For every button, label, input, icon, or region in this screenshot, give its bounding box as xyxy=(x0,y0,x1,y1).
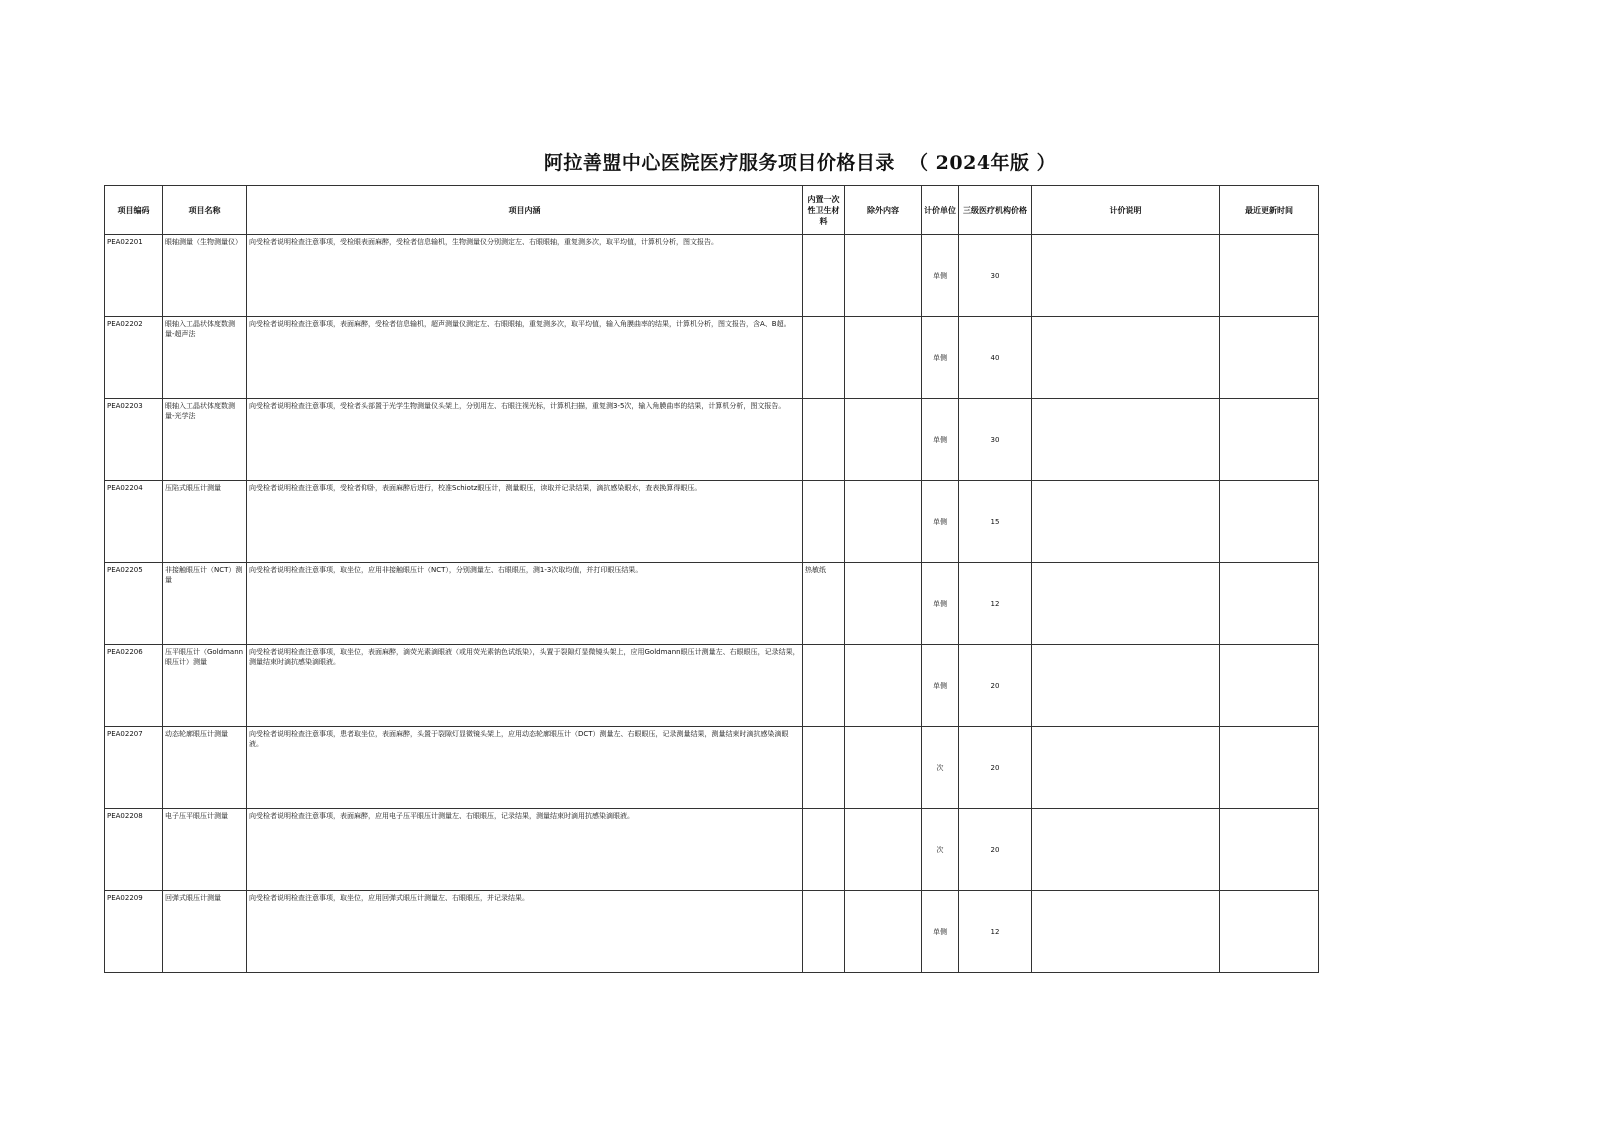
cell-name: 眼轴测量（生物测量仪） xyxy=(163,235,247,317)
cell-material xyxy=(803,399,845,481)
cell-price: 40 xyxy=(959,317,1032,399)
cell-content: 向受检者说明检查注意事项，受检者仰卧，表面麻醉后进行，校准Schiotz眼压计，测量眼压，读取并记录结果，滴抗感染眼水，查表换算得眼压。 xyxy=(247,481,803,563)
cell-note xyxy=(1032,645,1220,727)
cell-updated xyxy=(1220,481,1319,563)
cell-name: 眼轴入工晶状体度数测量-光学法 xyxy=(163,399,247,481)
cell-unit: 次 xyxy=(922,809,959,891)
cell-code: PEA02204 xyxy=(105,481,163,563)
cell-excluded xyxy=(845,399,922,481)
table-row xyxy=(105,481,1319,563)
cell-content: 向受检者说明检查注意事项，表面麻醉，受检者信息输机，超声测量仪测定左、右眼眼轴，重复测多次，取平均值，输入角膜曲率的结果，计算机分析，图文报告，含A、B超。 xyxy=(247,317,803,399)
cell-note xyxy=(1032,235,1220,317)
cell-note xyxy=(1032,317,1220,399)
table-row xyxy=(105,891,1319,973)
cell-name: 动态轮廓眼压计测量 xyxy=(163,727,247,809)
cell-code: PEA02201 xyxy=(105,235,163,317)
header-code: 项目编码 xyxy=(105,186,163,235)
cell-name: 压平眼压计（Goldmann眼压计）测量 xyxy=(163,645,247,727)
cell-unit: 单侧 xyxy=(922,563,959,645)
cell-excluded xyxy=(845,645,922,727)
cell-excluded xyxy=(845,809,922,891)
cell-price: 30 xyxy=(959,399,1032,481)
cell-price: 12 xyxy=(959,891,1032,973)
cell-excluded xyxy=(845,481,922,563)
document-title: 阿拉善盟中心医院医疗服务项目价格目录 （ 2024年版 ） xyxy=(543,152,1057,174)
cell-content: 向受检者说明检查注意事项，受检眼表面麻醉，受检者信息输机，生物测量仪分别测定左、右眼眼轴，重复测多次，取平均值，计算机分析，图文报告。 xyxy=(247,235,803,317)
cell-material xyxy=(803,235,845,317)
cell-unit: 单侧 xyxy=(922,235,959,317)
table-row xyxy=(105,317,1319,399)
cell-material xyxy=(803,727,845,809)
table-row xyxy=(105,645,1319,727)
cell-note xyxy=(1032,809,1220,891)
cell-note xyxy=(1032,399,1220,481)
cell-updated xyxy=(1220,235,1319,317)
cell-updated xyxy=(1220,645,1319,727)
cell-excluded xyxy=(845,235,922,317)
cell-updated xyxy=(1220,727,1319,809)
cell-excluded xyxy=(845,563,922,645)
cell-name: 压陷式眼压计测量 xyxy=(163,481,247,563)
cell-price: 20 xyxy=(959,645,1032,727)
header-unit: 计价单位 xyxy=(922,186,959,235)
cell-price: 12 xyxy=(959,563,1032,645)
cell-material: 热敏纸 xyxy=(803,563,845,645)
cell-excluded xyxy=(845,891,922,973)
header-price: 三级医疗机构价格 xyxy=(959,186,1032,235)
cell-code: PEA02209 xyxy=(105,891,163,973)
cell-content: 向受检者说明检查注意事项，取坐位，表面麻醉，滴荧光素滴眼液（或用荧光素钠色试纸染），头置于裂隙灯显微镜头架上，应用Goldmann眼压计测量左、右眼眼压，记录结果，测量结束时滴抗感染滴眼液。 xyxy=(247,645,803,727)
cell-code: PEA02205 xyxy=(105,563,163,645)
cell-unit: 次 xyxy=(922,727,959,809)
cell-material xyxy=(803,809,845,891)
cell-unit: 单侧 xyxy=(922,399,959,481)
table-body xyxy=(105,235,1319,973)
cell-note xyxy=(1032,481,1220,563)
cell-content: 向受检者说明检查注意事项，受检者头部置于光学生物测量仪头架上，分别用左、右眼注视光标，计算机扫描，重复测3-5次，输入角膜曲率的结果，计算机分析，图文报告。 xyxy=(247,399,803,481)
cell-note xyxy=(1032,563,1220,645)
cell-name: 回弹式眼压计测量 xyxy=(163,891,247,973)
cell-content: 向受检者说明检查注意事项，取坐位，应用非接触眼压计（NCT），分别测量左、右眼眼压，测1-3次取均值，并打印眼压结果。 xyxy=(247,563,803,645)
cell-updated xyxy=(1220,317,1319,399)
header-updated: 最近更新时间 xyxy=(1220,186,1319,235)
table-row xyxy=(105,727,1319,809)
cell-material xyxy=(803,481,845,563)
cell-material xyxy=(803,317,845,399)
cell-note xyxy=(1032,891,1220,973)
price-table xyxy=(104,185,1319,973)
cell-material xyxy=(803,645,845,727)
table-row xyxy=(105,399,1319,481)
cell-updated xyxy=(1220,891,1319,973)
cell-name: 非接触眼压计（NCT）测量 xyxy=(163,563,247,645)
cell-code: PEA02208 xyxy=(105,809,163,891)
cell-price: 15 xyxy=(959,481,1032,563)
table-header-row xyxy=(105,186,1319,235)
cell-note xyxy=(1032,727,1220,809)
header-note: 计价说明 xyxy=(1032,186,1220,235)
cell-code: PEA02202 xyxy=(105,317,163,399)
cell-content: 向受检者说明检查注意事项，取坐位，应用回弹式眼压计测量左、右眼眼压，并记录结果。 xyxy=(247,891,803,973)
cell-unit: 单侧 xyxy=(922,891,959,973)
cell-code: PEA02206 xyxy=(105,645,163,727)
cell-code: PEA02203 xyxy=(105,399,163,481)
header-excluded: 除外内容 xyxy=(845,186,922,235)
table-row xyxy=(105,235,1319,317)
cell-price: 30 xyxy=(959,235,1032,317)
table-row xyxy=(105,809,1319,891)
cell-unit: 单侧 xyxy=(922,645,959,727)
header-content: 项目内涵 xyxy=(247,186,803,235)
cell-price: 20 xyxy=(959,727,1032,809)
cell-updated xyxy=(1220,809,1319,891)
cell-name: 电子压平眼压计测量 xyxy=(163,809,247,891)
cell-updated xyxy=(1220,563,1319,645)
cell-content: 向受检者说明检查注意事项，表面麻醉，应用电子压平眼压计测量左、右眼眼压，记录结果，测量结束时滴用抗感染滴眼液。 xyxy=(247,809,803,891)
header-name: 项目名称 xyxy=(163,186,247,235)
cell-updated xyxy=(1220,399,1319,481)
cell-code: PEA02207 xyxy=(105,727,163,809)
cell-excluded xyxy=(845,317,922,399)
cell-unit: 单侧 xyxy=(922,317,959,399)
cell-name: 眼轴入工晶状体度数测量-超声法 xyxy=(163,317,247,399)
cell-excluded xyxy=(845,727,922,809)
header-material: 内置一次性卫生材料 xyxy=(803,186,845,235)
cell-content: 向受检者说明检查注意事项，患者取坐位，表面麻醉，头置于裂隙灯显微镜头架上，应用动态轮廓眼压计（DCT）测量左、右眼眼压，记录测量结果，测量结束时滴抗感染滴眼液。 xyxy=(247,727,803,809)
cell-price: 20 xyxy=(959,809,1032,891)
cell-unit: 单侧 xyxy=(922,481,959,563)
cell-material xyxy=(803,891,845,973)
table-row xyxy=(105,563,1319,645)
